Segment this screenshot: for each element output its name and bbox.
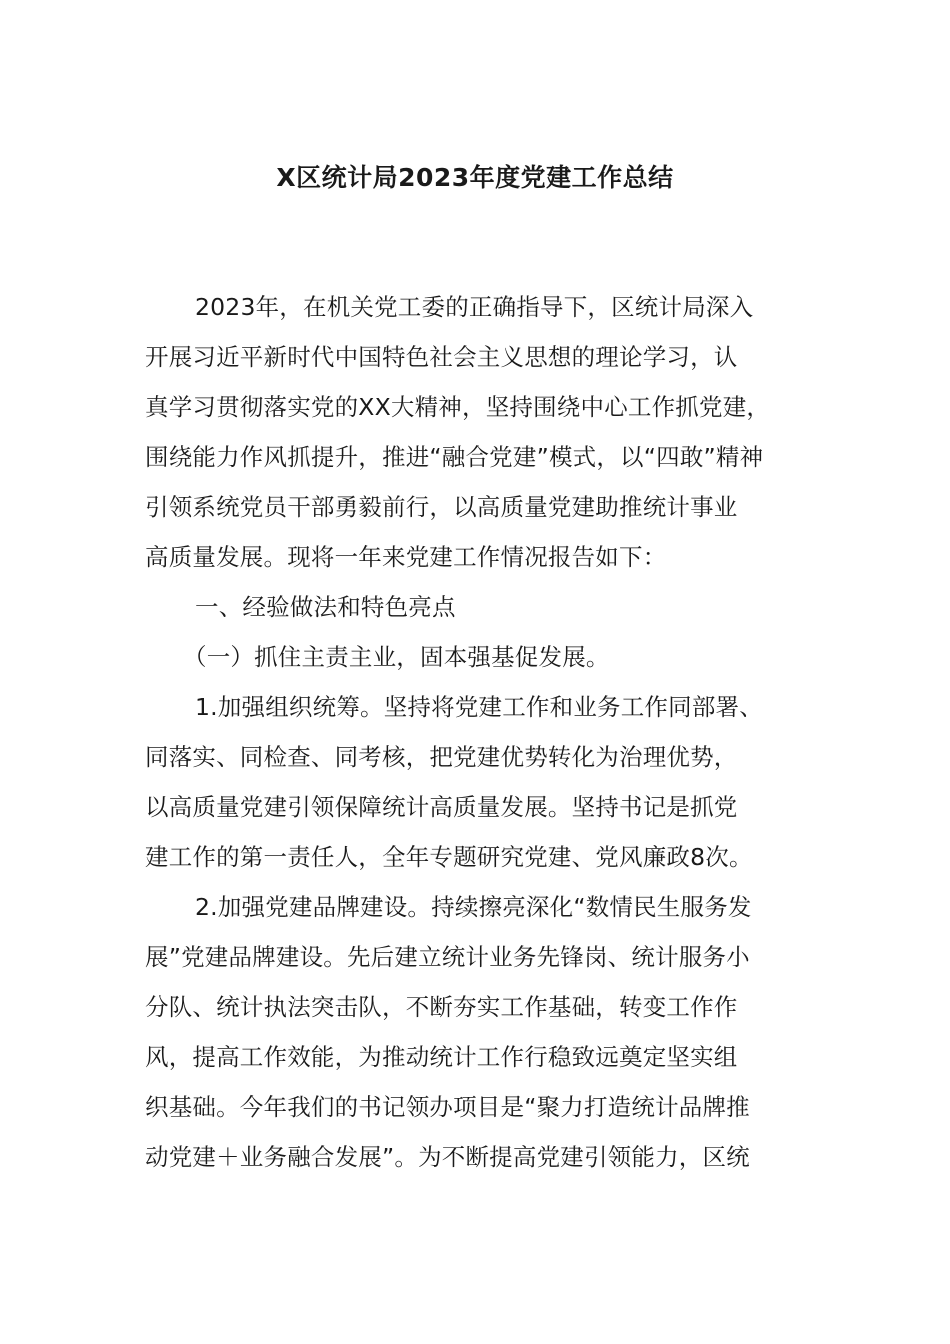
- paragraph-line: 建工作的第一责任人，全年专题研究党建、党风廉政8次。: [145, 843, 753, 871]
- paragraph-line: 开展习近平新时代中国特色社会主义思想的理论学习，认: [145, 343, 738, 371]
- paragraph-line: 2023年，在机关党工委的正确指导下，区统计局深入: [195, 293, 754, 321]
- paragraph-line: 织基础。今年我们的书记领办项目是“聚力打造统计品牌推: [145, 1093, 750, 1121]
- paragraph-line: 2.加强党建品牌建设。持续擦亮深化“数情民生服务发: [195, 893, 752, 921]
- paragraph-line: 以高质量党建引领保障统计高质量发展。坚持书记是抓党: [145, 793, 738, 821]
- paragraph-line: 围绕能力作风抓提升，推进“融合党建”模式，以“四敢”精神: [145, 443, 764, 471]
- paragraph-line: 1.加强组织统筹。坚持将党建工作和业务工作同部署、: [195, 693, 763, 721]
- section-heading: 一、经验做法和特色亮点: [195, 593, 456, 621]
- paragraph-line: 展”党建品牌建设。先后建立统计业务先锋岗、统计服务小: [145, 943, 750, 971]
- subsection-heading: （一）抓住主责主业，固本强基促发展。: [183, 643, 610, 671]
- paragraph-line: 真学习贯彻落实党的XX大精神，坚持围绕中心工作抓党建，: [145, 393, 771, 421]
- paragraph-line: 同落实、同检查、同考核，把党建优势转化为治理优势，: [145, 743, 738, 771]
- paragraph-line: 高质量发展。现将一年来党建工作情况报告如下：: [145, 543, 667, 571]
- paragraph-line: 引领系统党员干部勇毅前行，以高质量党建助推统计事业: [145, 493, 738, 521]
- document-title: X区统计局2023年度党建工作总结: [276, 163, 674, 192]
- paragraph-line: 动党建＋业务融合发展”。为不断提高党建引领能力，区统: [145, 1143, 750, 1171]
- document-body: [145, 282, 845, 1182]
- paragraph-line: 风，提高工作效能，为推动统计工作行稳致远奠定坚实组: [145, 1043, 738, 1071]
- paragraph-line: 分队、统计执法突击队，不断夯实工作基础，转变工作作: [145, 993, 738, 1021]
